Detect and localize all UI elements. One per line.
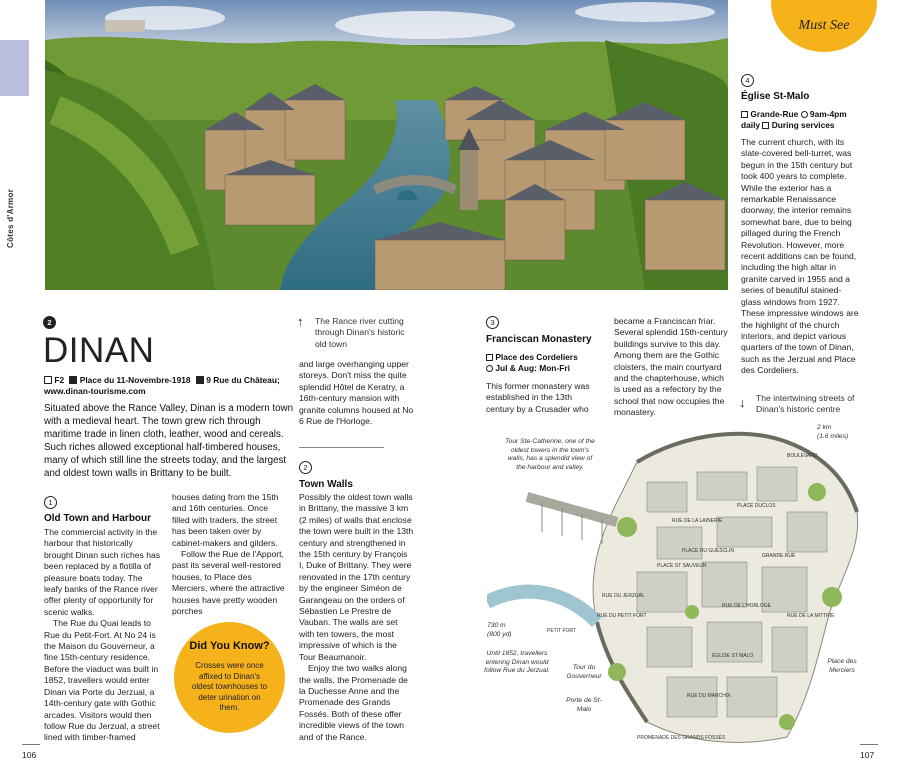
- map-street: BOULEVARD: [787, 453, 818, 459]
- section-info: Grande-Rue 9am-4pm daily During services: [741, 109, 847, 130]
- map-annotation: Tour du Gouverneur: [566, 664, 602, 680]
- arrow-up-icon: ↑: [297, 314, 304, 329]
- did-you-know-text: Crosses were once affixed to Dinan's oldest townhouses to deter urination on them.: [191, 661, 268, 712]
- page-rule: [860, 744, 878, 745]
- map-street: ÉGLISE ST MALO: [712, 653, 754, 659]
- entry-number: 1: [44, 496, 57, 509]
- section-info: Place des Cordeliers Jul & Aug: Mon-Fri: [486, 352, 596, 374]
- did-you-know-title: Did You Know?: [189, 640, 270, 652]
- hero-photo: [45, 0, 728, 290]
- photo-caption: The Rance river cutting through Dinan's historic old town: [315, 316, 405, 349]
- map-street: RUE DE L'HORLOGE: [722, 603, 772, 609]
- website-link[interactable]: www.dinan-tourisme.com: [44, 386, 146, 396]
- section-body: This former monastery was established in the 13th century by a Crusader who: [486, 381, 590, 414]
- section-label: Côtes d'Armor: [6, 188, 15, 248]
- page-number-right: 107: [860, 750, 875, 760]
- section-body: became a Franciscan friar. Several splendid 15th-century buildings survive to this day. Among them are the Gothic cloisters, the main courtyard and the chapterhouse, which is used as a refectory by the school that now occupies the monastery.: [614, 316, 728, 418]
- map-scale: 2 km (1.6 miles): [817, 424, 849, 440]
- map-caption: The intertwining streets of Dinan's historic centre: [756, 393, 855, 415]
- dinan-info: F2 Place du 11-Novembre-1918 9 Rue du Château; www.dinan-tourisme.com: [44, 375, 280, 396]
- section-body: Possibly the oldest town walls in Brittany, the massive 3 km (2 miles) of walls that enclose the town were built in the 13th century and strengthened in the 15th century by François I, Duke of Brittany. They were renovated in the 17th century by the engineer Siméon de Garangeau on the orders of Sébastien Le Prestre de Vauban. The walls are set with ten towers, the most impressive of which is the Tour Beaumanoir. Enjoy the two walks along the walls, the Promenade de la Duchesse Anne and the Promenade des Grands Fossés. Both of these offer incredible views of the town and of the Rance.: [299, 492, 414, 742]
- map-street: GRANDE RUE: [762, 553, 796, 559]
- entry-number: 4: [741, 74, 754, 87]
- calendar-icon: [762, 122, 769, 129]
- section-tab: [0, 40, 29, 96]
- map-street: PROMENADE DES GRANDS FOSSÉS: [637, 735, 726, 741]
- map-annotation: Until 1852, travellers entering Dinan would follow Rue du Jerzual.: [484, 650, 550, 674]
- map-annotation: Porte de St-Malo: [566, 697, 602, 713]
- map-annotation: Place des Merciers: [827, 658, 857, 674]
- divider: [299, 447, 384, 448]
- map-street: RUE DU JERZUAL: [602, 593, 645, 599]
- page-number-left: 106: [22, 750, 37, 760]
- section-body: The current church, with its slate-covered bell-turret, was begun in the 15th century but took 400 years to complete. While the exterior has a remarkable Renaissance doorway, the interior remains somewhat bare, due to being pillaged during the French Revolution. However, more recent additions can be found, including the high altar in granite carved in 1955 and a series of beautiful stained-glass windows from 1927. These impressive windows are the highlight of the church interiors, and depict various quarters of the town of Dinan, such as the Jerzual and Place des Cordeliers.: [741, 137, 859, 376]
- church-icon: [741, 111, 748, 118]
- info-icon: [69, 376, 77, 384]
- page-title: DINAN: [43, 331, 155, 370]
- map-street: PLACE DUCLOS: [737, 503, 776, 509]
- town-map: [484, 422, 869, 748]
- section-heading: Église St-Malo: [741, 91, 810, 102]
- map-street: RUE DE LA MITTRIE: [787, 613, 835, 619]
- entry-number: 2: [299, 461, 312, 474]
- map-scale: 730 m (800 yd): [487, 622, 512, 638]
- arrow-down-icon: ↓: [739, 395, 746, 410]
- map-street: PLACE ST SAUVEUR: [657, 563, 707, 569]
- intro-text: Situated above the Rance Valley, Dinan is a modern town with a medieval heart. The town grew rich through maritime trade in linen cloth, leather, wood and cereals. Such riches allowed exceptional half-timbered houses, many of which still line the streets today, and the largest and oldest town walls in Brittany to be built.: [44, 403, 294, 479]
- entry-number: 2: [43, 316, 56, 329]
- section-heading: Franciscan Monastery: [486, 334, 592, 345]
- clock-icon: [801, 111, 808, 118]
- map-street: RUE DU PETIT FORT: [597, 613, 647, 619]
- section-body: The commercial activity in the harbour that historically brought Dinan such riches has been replaced by a flotilla of pleasure boats today. The leafy banks of the Rance river offer plenty of opportunity for scenic walks. The Rue du Quai leads to Rue du Petit-Fort. At No 24 is the Maison du Gouverneur, a fine 15th-century residence. Before the viaduct was built in 1852, travellers would enter Dinan via Porte du Jerzual, a 14th-century gate with Gothic arcades. Visitors would then follow Rue du Jerzual, a street lined with timber-framed: [44, 527, 161, 743]
- calendar-icon: [486, 365, 493, 372]
- map-ref-icon: [44, 376, 52, 384]
- map-street: PETIT FORT: [547, 628, 576, 634]
- section-heading: Town Walls: [299, 479, 353, 490]
- section-body: and large overhanging upper storeys. Don't miss the quite splendid Hôtel de Keratry, a 16th-century mansion with granite columns housed at No 6 Rue de l'Horloge.: [299, 359, 414, 427]
- page-rule: [22, 744, 40, 745]
- church-icon: [486, 354, 493, 361]
- section-body: houses dating from the 15th and 16th centuries. Once filled with traders, the street has been taken over by cabinet-makers and gilders. Follow the Rue de l'Apport, past its several well-restored houses, to Place des Merciers, where the attractive houses have pretty wooden porches: [172, 492, 285, 617]
- entry-number: 3: [486, 316, 499, 329]
- map-street: RUE DE LA LAINERIE: [672, 518, 723, 524]
- map-annotation: Tour Ste-Catherine, one of the oldest towers in the town's walls, has a splendid view of the harbour and valley.: [505, 438, 595, 471]
- must-see-label: Must See: [798, 18, 850, 33]
- map-street: RUE DU MARCHIX: [687, 693, 731, 699]
- section-heading: Old Town and Harbour: [44, 513, 152, 524]
- info-icon: [196, 376, 204, 384]
- map-street: PLACE DU GUESCLIN: [682, 548, 734, 554]
